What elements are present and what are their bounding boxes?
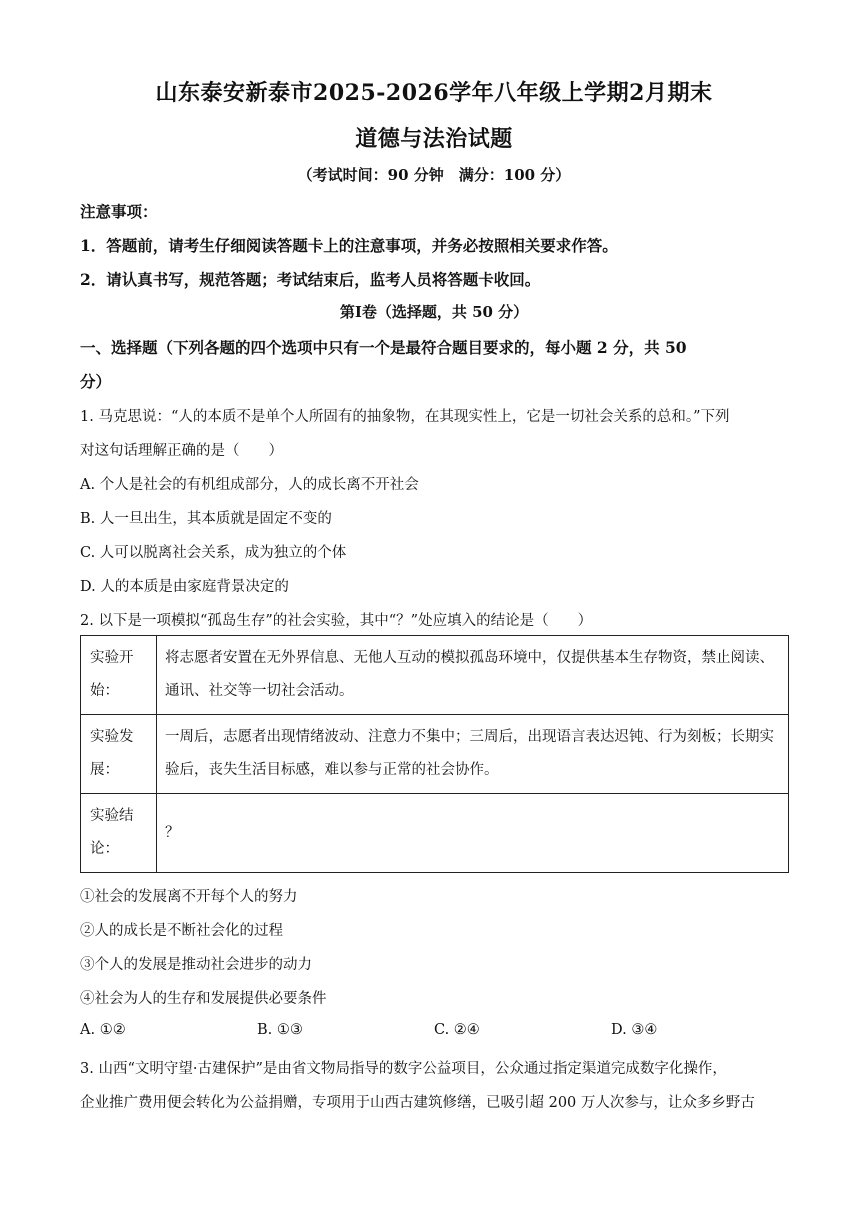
question-1-option-a: A. 个人是社会的有机组成部分，人的成长离不开社会 bbox=[80, 477, 419, 493]
question-1-stem: 1. 马克思说：“人的本质不是单个人所固有的抽象物，在其现实性上，它是一切社会关系的总和。”下列 bbox=[80, 409, 730, 425]
statement-2: ②人的成长是不断社会化的过程 bbox=[80, 923, 283, 939]
table-cell-key: 实验结论： bbox=[81, 794, 157, 873]
statement-3: ③个人的发展是推动社会进步的动力 bbox=[80, 957, 312, 973]
choice-d: D. ③④ bbox=[611, 1022, 658, 1038]
statement-4: ④社会为人的生存和发展提供必要条件 bbox=[80, 991, 327, 1007]
notice-item: 1．答题前，请考生仔细阅读答题卡上的注意事项，并务必按照相关要求作答。 bbox=[80, 236, 618, 255]
exam-subject-title: 道德与法治试题 bbox=[355, 126, 513, 152]
notice-heading: 注意事项： bbox=[80, 202, 158, 221]
question-2-stem: 2. 以下是一项模拟“孤岛生存”的社会实验，其中“？”处应填入的结论是（ ） bbox=[80, 613, 593, 629]
statement-1: ①社会的发展离不开每个人的努力 bbox=[80, 889, 298, 905]
exam-info: （考试时间：90 分钟 满分：100 分） bbox=[297, 166, 571, 184]
part-heading: 一、选择题（下列各题的四个选项中只有一个是最符合题目要求的，每小题 2 分，共 50 bbox=[80, 338, 687, 357]
exam-title: 山东泰安新泰市2025-2026学年八年级上学期2月期末 bbox=[155, 80, 713, 106]
question-1-option-c: C. 人可以脱离社会关系，成为独立的个体 bbox=[80, 545, 347, 561]
table-row bbox=[81, 794, 789, 873]
experiment-table bbox=[80, 635, 789, 873]
notice-item: 2．请认真书写，规范答题；考试结束后，监考人员将答题卡收回。 bbox=[80, 270, 541, 289]
table-row bbox=[81, 636, 789, 715]
table-row bbox=[81, 715, 789, 794]
table-cell-value: 将志愿者安置在无外界信息、无他人互动的模拟孤岛环境中，仅提供基本生存物资，禁止阅读、通讯、社交等一切社会活动。 bbox=[157, 636, 789, 715]
table-cell-key: 实验发展： bbox=[81, 715, 157, 794]
question-1-stem-cont: 对这句话理解正确的是（ ） bbox=[80, 443, 283, 459]
choice-a: A. ①② bbox=[80, 1022, 126, 1038]
question-3-stem-cont: 企业推广费用便会转化为公益捐赠，专项用于山西古建筑修缮，已吸引超 200 万人次参与，让众多乡野古 bbox=[80, 1095, 755, 1111]
choice-b: B. ①③ bbox=[257, 1022, 303, 1038]
table-cell-key: 实验开始： bbox=[81, 636, 157, 715]
question-1-option-b: B. 人一旦出生，其本质就是固定不变的 bbox=[80, 511, 332, 527]
part-heading-cont: 分） bbox=[80, 372, 112, 391]
table-cell-value: 一周后，志愿者出现情绪波动、注意力不集中；三周后，出现语言表达迟钝、行为刻板；长期实验后，丧失生活目标感，难以参与正常的社会协作。 bbox=[157, 715, 789, 794]
question-1-option-d: D. 人的本质是由家庭背景决定的 bbox=[80, 579, 289, 595]
question-2-choices bbox=[80, 1022, 780, 1042]
choice-c: C. ②④ bbox=[434, 1022, 480, 1038]
section-title: 第Ⅰ卷（选择题，共 50 分） bbox=[339, 303, 529, 321]
table-cell-value: ？ bbox=[157, 794, 789, 873]
question-3-stem: 3. 山西“文明守望·古建保护”是由省文物局指导的数字公益项目，公众通过指定渠道完成数字化操作， bbox=[80, 1061, 727, 1077]
